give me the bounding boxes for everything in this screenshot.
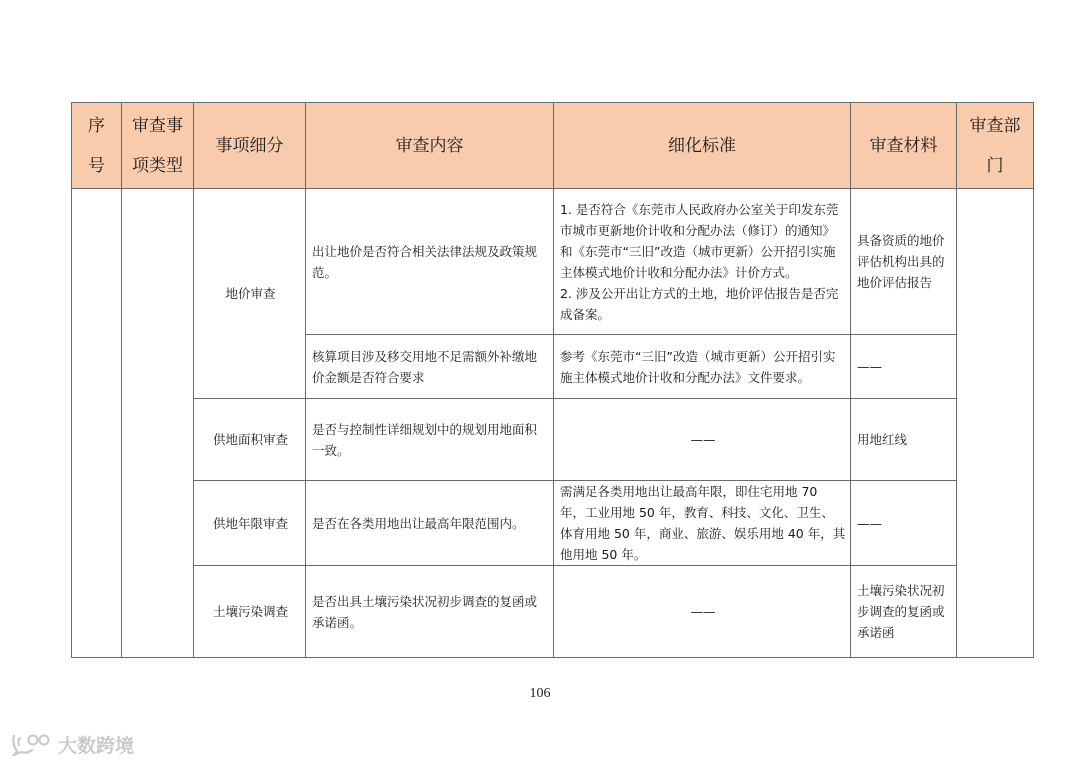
materials-cell: —— <box>851 335 957 399</box>
table-row <box>72 481 1034 566</box>
table-row <box>72 189 1034 335</box>
standard-cell: —— <box>554 399 851 481</box>
header-content: 审查内容 <box>306 103 554 189</box>
header-standard: 细化标准 <box>554 103 851 189</box>
header-materials: 审查材料 <box>851 103 957 189</box>
header-type-line-1: 审查事 <box>132 115 183 136</box>
content-cell: 是否出具土壤污染状况初步调查的复函或承诺函。 <box>306 566 554 658</box>
standard-cell: 需满足各类用地出让最高年限，即住宅用地 70 年，工业用地 50 年，教育、科技、文化、卫生、体育用地 50 年，商业、旅游、娱乐用地 40 年，其他用地 50 年。 <box>554 481 851 566</box>
watermark <box>10 731 134 757</box>
header-dept-line-2: 门 <box>986 155 1004 176</box>
detail-cell: 供地面积审查 <box>194 399 306 481</box>
header-dept <box>957 103 1034 189</box>
materials-cell: —— <box>851 481 957 566</box>
seq-cell <box>72 189 122 658</box>
header-detail: 事项细分 <box>194 103 306 189</box>
page-number: 106 <box>529 686 551 701</box>
header-seq <box>72 103 122 189</box>
standard-cell: 参考《东莞市“三旧”改造（城市更新）公开招引实施主体模式地价计收和分配办法》文件要求。 <box>554 335 851 399</box>
type-cell <box>122 189 194 658</box>
materials-cell: 土壤污染状况初步调查的复函或承诺函 <box>851 566 957 658</box>
review-table <box>71 102 1034 658</box>
header-seq-line-2: 号 <box>88 155 105 176</box>
header-seq-line-1: 序 <box>88 115 105 136</box>
watermark-text: 大数跨境 <box>58 734 135 757</box>
chat-bubble-logo-icon <box>10 732 52 756</box>
header-type-line-2: 项类型 <box>132 155 183 176</box>
detail-cell: 地价审查 <box>194 189 306 399</box>
standard-cell: —— <box>554 566 851 658</box>
header-dept-line-1: 审查部 <box>969 115 1021 136</box>
materials-cell: 具备资质的地价评估机构出具的地价评估报告 <box>851 189 957 335</box>
content-cell: 是否与控制性详细规划中的规划用地面积一致。 <box>306 399 554 481</box>
standard-cell <box>554 189 851 335</box>
standard-item: 2. 涉及公开出让方式的土地，地价评估报告是否完成备案。 <box>560 285 839 322</box>
header-row <box>72 103 1034 189</box>
dept-cell <box>957 189 1034 658</box>
table-row <box>72 566 1034 658</box>
content-cell: 是否在各类用地出让最高年限范围内。 <box>306 481 554 566</box>
standard-item: 1. 是否符合《东莞市人民政府办公室关于印发东莞市城市更新地价计收和分配办法（修订）的通知》和《东莞市“三旧”改造（城市更新）公开招引实施主体模式地价计收和分配办法》计价方式。 <box>560 201 839 280</box>
review-table-container <box>71 102 1033 658</box>
header-type <box>122 103 194 189</box>
detail-cell: 供地年限审查 <box>194 481 306 566</box>
materials-cell: 用地红线 <box>851 399 957 481</box>
table-row <box>72 399 1034 481</box>
detail-cell: 土壤污染调查 <box>194 566 306 658</box>
content-cell: 核算项目涉及移交用地不足需额外补缴地价金额是否符合要求 <box>306 335 554 399</box>
content-cell: 出让地价是否符合相关法律法规及政策规范。 <box>306 189 554 335</box>
